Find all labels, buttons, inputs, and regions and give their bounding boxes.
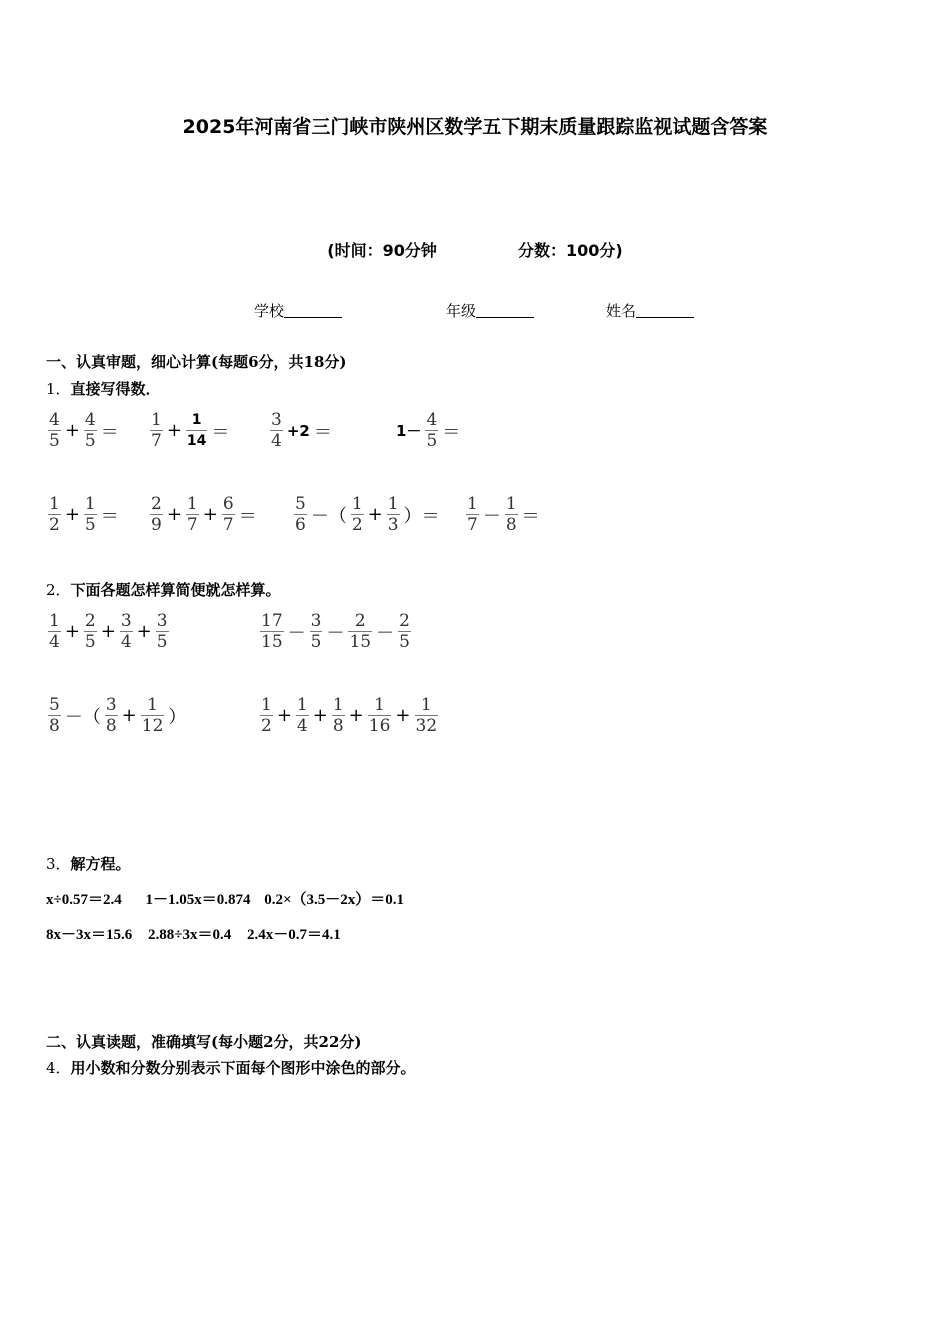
fraction-denominator: 7 [222, 515, 234, 535]
equation: 2.4x－0.7＝4.1 [247, 927, 341, 943]
operator: + [312, 705, 328, 726]
question-3: 3．解方程。 [46, 855, 131, 873]
q1-item-6 [148, 494, 259, 535]
fraction-denominator: 8 [49, 716, 60, 736]
fraction-denominator: 4 [296, 716, 308, 736]
operator: ＝ [211, 421, 230, 443]
operator: + [121, 705, 137, 726]
question-2: 2．下面各题怎样算简便就怎样算。 [46, 581, 281, 599]
fraction [348, 611, 372, 652]
fraction [48, 611, 61, 652]
operator: ＝ [521, 505, 540, 527]
fraction-numerator: 1 [467, 494, 478, 514]
fraction [310, 611, 323, 652]
fraction-numerator: 1 [49, 494, 60, 514]
q1-item-4 [394, 410, 462, 451]
operator: － [482, 505, 501, 527]
fraction [48, 695, 61, 736]
fraction-denominator: 5 [49, 431, 60, 451]
fraction-denominator: 3 [387, 515, 399, 535]
name-blank[interactable] [636, 303, 694, 318]
fraction [387, 494, 400, 535]
fraction-denominator: 5 [310, 632, 322, 652]
fraction [270, 410, 283, 451]
fraction-numerator: 2 [399, 611, 410, 631]
fraction-denominator: 8 [105, 716, 117, 736]
q1-item-5 [46, 494, 121, 535]
fraction-denominator: 12 [141, 716, 164, 736]
fraction-denominator: 16 [368, 716, 391, 736]
fraction-denominator: 5 [426, 431, 438, 451]
fraction [48, 494, 61, 535]
fraction [425, 410, 438, 451]
q2-item-4 [258, 695, 440, 736]
operator: + [166, 504, 182, 525]
fraction [351, 494, 364, 535]
fraction-denominator: 6 [295, 515, 306, 535]
fraction-numerator: 2 [84, 611, 96, 631]
fraction-numerator: 3 [105, 695, 117, 715]
fraction-denominator: 8 [505, 515, 517, 535]
fraction-numerator: 3 [271, 410, 282, 430]
fraction-numerator: 1 [186, 494, 198, 514]
question-1: 1．直接写得数． [46, 380, 161, 398]
fraction [186, 410, 207, 451]
fraction-numerator: 1 [49, 611, 60, 631]
q2-item-2 [258, 611, 413, 652]
fraction [332, 695, 345, 736]
fraction-numerator: 1 [147, 695, 158, 715]
fraction-numerator: 1 [84, 494, 96, 514]
q1-item-1 [46, 410, 121, 451]
school-blank[interactable] [284, 303, 342, 318]
fraction-numerator: 1 [374, 695, 385, 715]
document-title: 2025年河南省三门峡市陕州区数学五下期末质量跟踪监视试题含答案 [182, 116, 768, 138]
fraction [466, 494, 479, 535]
fraction-numerator: 1 [261, 695, 272, 715]
fraction-numerator: 1 [387, 494, 399, 514]
operator: + [100, 621, 116, 642]
fraction [141, 695, 165, 736]
name-field: 姓名 [606, 300, 694, 321]
operator: － [287, 622, 306, 644]
fraction [294, 494, 307, 535]
fraction [222, 494, 235, 535]
fraction-denominator: 4 [120, 632, 132, 652]
fraction [368, 695, 392, 736]
time-score-line [0, 238, 950, 261]
q1-item-7 [292, 494, 442, 535]
school-field: 学校 [254, 300, 342, 321]
fraction-denominator: 2 [351, 515, 363, 535]
fraction-numerator: 1 [420, 695, 432, 715]
operator: －（ [64, 706, 101, 728]
fraction-denominator: 5 [84, 515, 96, 535]
fraction-denominator: 2 [261, 716, 272, 736]
q2-item-1 [46, 611, 171, 652]
operator: ） [168, 706, 187, 728]
fraction [84, 494, 97, 535]
fraction-numerator: 2 [151, 494, 162, 514]
operator: + [64, 420, 80, 441]
fraction-denominator: 7 [467, 515, 478, 535]
equation: 1－1.05x＝0.874 [145, 892, 251, 908]
operator: +2 [286, 421, 310, 440]
fraction [505, 494, 518, 535]
operator: + [395, 705, 411, 726]
equation: x÷0.57＝2.4 [46, 892, 122, 908]
fraction [84, 410, 97, 451]
fraction-denominator: 9 [151, 515, 162, 535]
fraction-numerator: 4 [49, 410, 60, 430]
fraction-denominator: 7 [151, 431, 162, 451]
fraction [150, 410, 163, 451]
fraction [260, 611, 284, 652]
fraction-numerator: 6 [222, 494, 234, 514]
fraction [296, 695, 309, 736]
fraction [260, 695, 273, 736]
operator: ＝ [442, 421, 461, 443]
fraction-numerator: 4 [84, 410, 96, 430]
fraction-numerator: 2 [354, 611, 366, 631]
fraction-denominator: 15 [261, 632, 283, 652]
equations-row-2 [46, 923, 361, 944]
fraction-numerator: 3 [310, 611, 322, 631]
fraction [415, 695, 439, 736]
q1-item-2 [148, 410, 231, 451]
equations-row-1 [46, 888, 424, 909]
operator: + [367, 504, 383, 525]
operator: + [64, 504, 80, 525]
fraction-denominator: 4 [271, 431, 282, 451]
q1-item-3 [268, 410, 334, 451]
section-2-heading: 二、认真读题，准确填写(每小题2分，共22分) [46, 1033, 362, 1051]
operator: ＝ [100, 421, 119, 443]
equation: 8x－3x＝15.6 [46, 927, 133, 943]
grade-field: 年级 [446, 300, 534, 321]
fraction-numerator: 17 [261, 611, 283, 631]
fraction-numerator: 1 [296, 695, 308, 715]
fraction-denominator: 14 [186, 430, 207, 451]
fraction-numerator: 5 [49, 695, 60, 715]
operator: － [326, 622, 345, 644]
operator: + [136, 621, 152, 642]
operator: 1－ [396, 422, 422, 440]
fraction-denominator: 8 [332, 716, 344, 736]
fraction-denominator: 7 [186, 515, 198, 535]
fraction-numerator: 1 [332, 695, 344, 715]
equation: 0.2×（3.5－2x）＝0.1 [264, 892, 405, 908]
equation: 2.88÷3x＝0.4 [148, 927, 232, 943]
operator: + [166, 420, 182, 441]
grade-blank[interactable] [476, 303, 534, 318]
fraction [150, 494, 163, 535]
fraction-denominator: 5 [399, 632, 410, 652]
fraction [186, 494, 199, 535]
fraction [156, 611, 169, 652]
operator: －（ [310, 505, 347, 527]
fraction-numerator: 1 [191, 412, 202, 428]
operator: + [64, 621, 80, 642]
operator: + [348, 705, 364, 726]
q1-item-8 [464, 494, 542, 535]
fraction [84, 611, 97, 652]
fraction [120, 611, 133, 652]
section-1-heading: 一、认真审题，细心计算(每题6分，共18分) [46, 353, 347, 371]
operator: － [376, 622, 395, 644]
fraction [105, 695, 118, 736]
operator: + [276, 705, 292, 726]
operator: ＝ [313, 421, 332, 443]
operator: ＝ [100, 505, 119, 527]
question-4: 4．用小数和分数分别表示下面每个图形中涂色的部分。 [46, 1059, 416, 1077]
fraction [398, 611, 411, 652]
fraction-numerator: 3 [120, 611, 132, 631]
fraction-denominator: 15 [349, 632, 372, 652]
fraction-denominator: 32 [415, 716, 438, 736]
fraction-numerator: 1 [351, 494, 363, 514]
fraction-numerator: 4 [426, 410, 438, 430]
fraction-numerator: 1 [151, 410, 162, 430]
fraction-denominator: 5 [84, 632, 96, 652]
fraction-denominator: 5 [84, 431, 96, 451]
operator: ）＝ [403, 505, 440, 527]
fraction-numerator: 5 [295, 494, 306, 514]
q2-item-3 [46, 695, 188, 736]
fraction-denominator: 5 [156, 632, 168, 652]
total-score: 分数：100分) [518, 241, 623, 260]
fraction [48, 410, 61, 451]
fraction-denominator: 4 [49, 632, 60, 652]
fraction-numerator: 1 [505, 494, 517, 514]
operator: ＝ [238, 505, 257, 527]
time-limit: (时间：90分钟 [327, 241, 437, 260]
fraction-denominator: 2 [49, 515, 60, 535]
fraction-numerator: 3 [156, 611, 168, 631]
operator: + [202, 504, 218, 525]
